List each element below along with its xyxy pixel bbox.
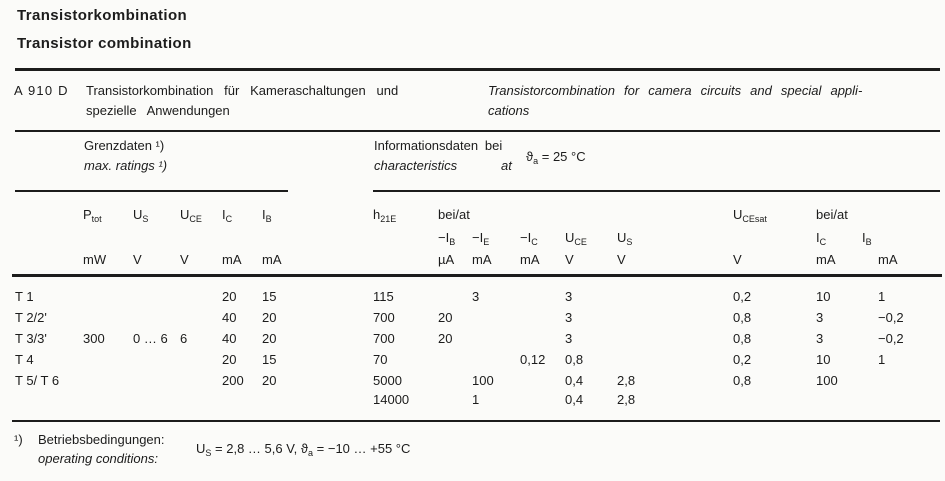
group-header-max-ratings: max. ratings ¹) [84,158,168,173]
divider-header-body [12,274,942,277]
table-cell: −0,2 [878,310,904,325]
table-cell: 20 [262,331,277,346]
column-header-minus-ib: $-I_B$ [438,230,456,247]
table-cell: 100 [816,373,838,388]
table-row-t2 [0,311,945,329]
table-row-continuation [0,393,945,411]
device-code: A 910 D [14,83,69,98]
table-cell: 3 [565,289,573,304]
unit-ib-right: mA [878,252,898,267]
table-cell: 1 [878,352,886,367]
table-cell: −0,2 [878,331,904,346]
column-header-ic-right: $I_C$ [816,230,827,247]
unit-minus-ib: µA [438,252,455,267]
table-cell: 5000 [373,373,402,388]
column-header-ib-right: $I_B$ [862,230,872,247]
table-cell: 115 [373,289,394,304]
table-cell: 15 [262,289,277,304]
divider-device [15,130,940,132]
column-header-ib: $I_B$ [262,207,272,224]
footnote-operating-conditions: $U_S = 2,8$ … 5,6 V, $ϑ_a = -10$ … +55 °C [196,441,411,458]
table-cell: 700 [373,310,395,325]
table-cell: 0,8 [733,373,752,388]
ambient-temperature-condition: $ϑ_a = 25$ °C [526,149,586,166]
table-cell: 20 [438,331,453,346]
table-cell: 3 [565,310,573,325]
unit-minus-ie: mA [472,252,492,267]
table-cell: 1 [472,392,480,407]
footnote-marker: ¹) [14,432,23,447]
table-cell: 300 [83,331,105,346]
unit-uce-cond: V [565,252,574,267]
table-cell: 0,4 [565,373,584,388]
table-cell: 100 [472,373,494,388]
column-header-ic: $I_C$ [222,207,233,224]
unit-ucesat: V [733,252,742,267]
table-cell: 3 [472,289,480,304]
table-cell: 20 [262,310,277,325]
column-header-us-cond: $U_S$ [617,230,633,247]
column-header-h21e: $h_{21E}$ [373,207,397,224]
page-title-en: Transistor combination [17,35,192,52]
table-cell: 0,8 [565,352,584,367]
table-cell: 200 [222,373,244,388]
table-cell: 40 [222,310,237,325]
row-label: T 2/2' [15,310,47,325]
unit-us: V [133,252,142,267]
table-cell: 700 [373,331,395,346]
column-header-ucesat: $U_{CEsat}$ [733,207,767,224]
table-cell: 20 [222,352,237,367]
table-cell: 0,2 [733,289,752,304]
table-cell: 0,8 [733,331,752,346]
divider-top [15,68,940,71]
table-cell: 0,8 [733,310,752,325]
row-label: T 1 [15,289,34,304]
row-label: T 5/ T 6 [15,373,60,388]
unit-minus-ic: mA [520,252,540,267]
table-cell: 40 [222,331,237,346]
column-header-minus-ic: $-I_C$ [520,230,538,247]
table-cell: 2,8 [617,392,636,407]
column-header-uce: $U_{CE}$ [180,207,202,224]
column-header-uce-cond: $U_{CE}$ [565,230,587,247]
table-cell: 6 [180,331,188,346]
column-header-ptot: $P_{tot}$ [83,207,102,224]
table-cell: 0,12 [520,352,546,367]
table-cell: 3 [816,310,824,325]
column-header-minus-ie: $-I_E$ [472,230,490,247]
table-cell: 0 … 6 [133,331,168,346]
table-cell: 20 [222,289,237,304]
device-description-en-line2: cations [488,103,530,118]
row-label: T 4 [15,352,34,367]
table-cell: 14000 [373,392,410,407]
column-header-us: $U_S$ [133,207,149,224]
table-cell: 0,4 [565,392,584,407]
unit-us-cond: V [617,252,626,267]
table-row-t1 [0,290,945,308]
table-cell: 20 [438,310,453,325]
divider-group-left [15,190,288,192]
row-label: T 3/3' [15,331,47,346]
table-row-t5-t6 [0,374,945,392]
table-cell: 20 [262,373,277,388]
group-header-characteristics: characteristics [374,158,458,173]
group-header-grenzdaten: Grenzdaten ¹) [84,138,165,153]
footnote-label-en: operating conditions: [38,451,158,466]
device-description-en-line1: Transistorcombination for camera circuits and special appli- [488,83,863,98]
table-row-t4 [0,353,945,371]
page-title-de: Transistorkombination [17,7,188,24]
footnote-label-de: Betriebsbedingungen: [38,432,165,447]
column-header-bei-at-right: bei/at [816,207,848,222]
table-cell: 2,8 [617,373,636,388]
table-row-t3 [0,332,945,350]
unit-uce: V [180,252,189,267]
device-description-de-line2: spezielle Anwendungen [86,103,230,118]
group-header-at: at [501,158,512,173]
device-description-de-line1: Transistorkombination für Kameraschaltungen und [86,83,399,98]
unit-ptot: mW [83,252,107,267]
table-cell: 10 [816,352,831,367]
unit-ib: mA [262,252,282,267]
table-cell: 10 [816,289,831,304]
table-cell: 3 [816,331,824,346]
divider-bottom [12,420,940,422]
unit-ic: mA [222,252,242,267]
table-cell: 1 [878,289,886,304]
column-header-bei-at-mid: bei/at [438,207,470,222]
table-cell: 0,2 [733,352,752,367]
table-cell: 70 [373,352,388,367]
table-cell: 3 [565,331,573,346]
group-header-informationsdaten: Informationsdaten bei [374,138,503,153]
table-cell: 15 [262,352,277,367]
unit-ic-right: mA [816,252,836,267]
divider-group-right [373,190,940,192]
